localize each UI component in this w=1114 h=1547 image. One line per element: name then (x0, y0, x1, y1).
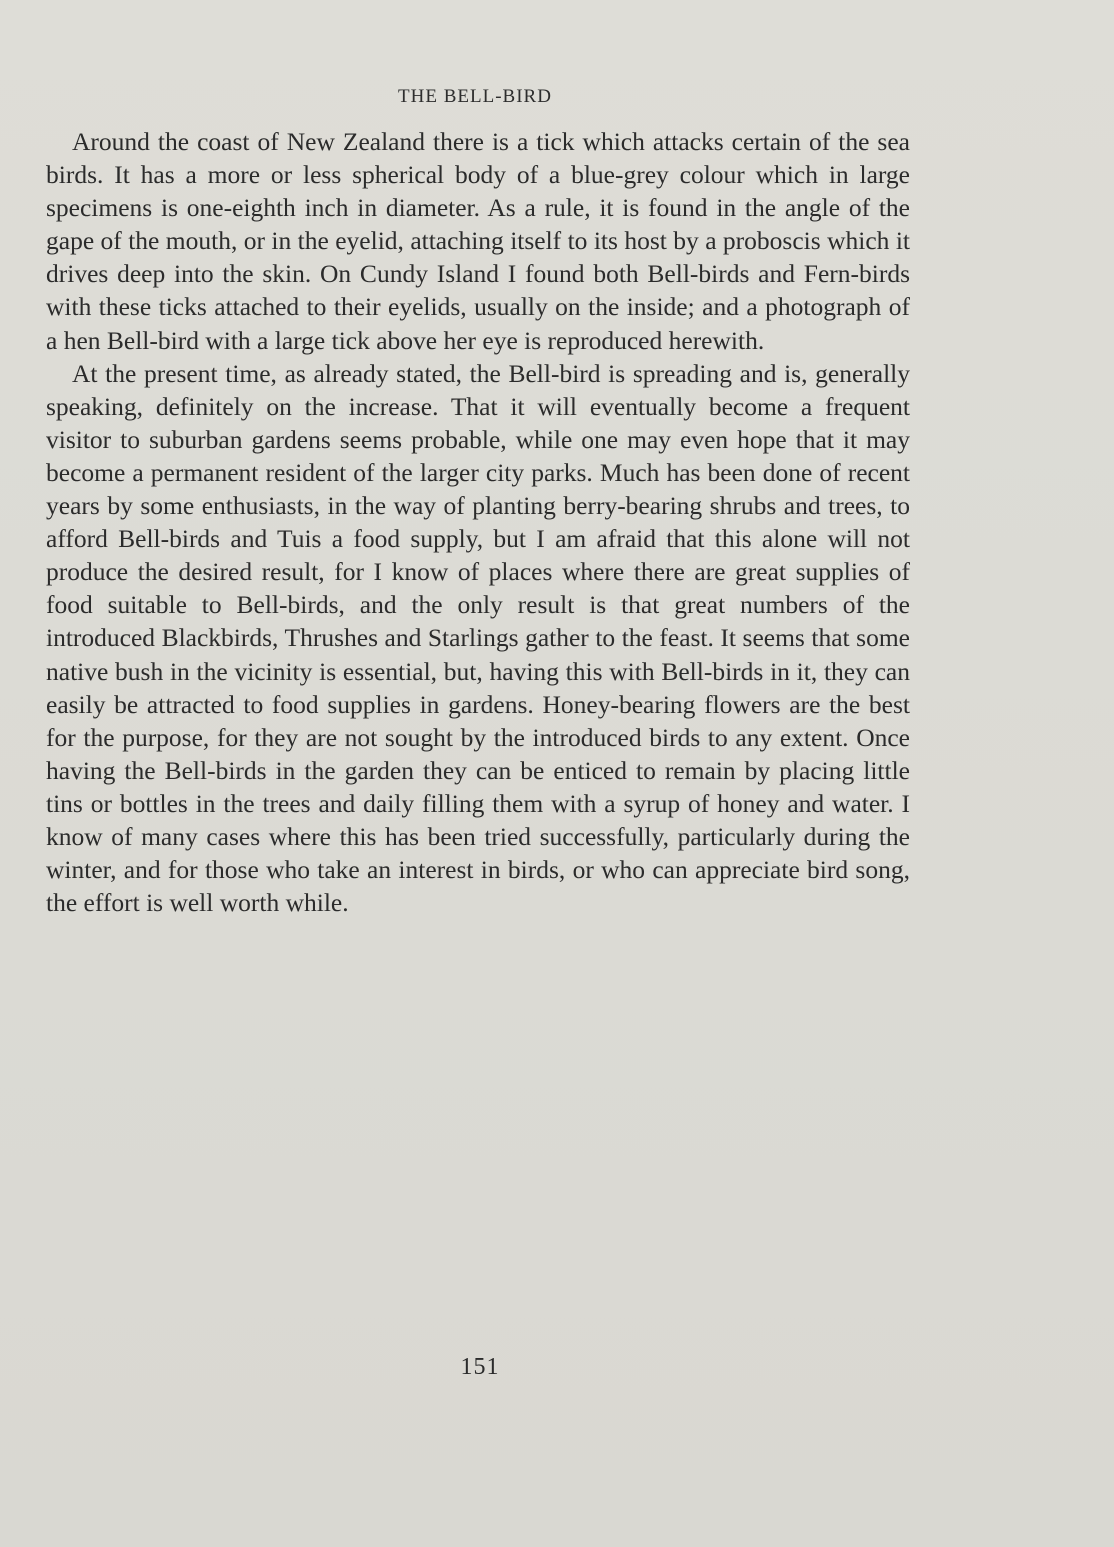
running-head: THE BELL-BIRD (398, 86, 552, 107)
body-text (46, 125, 910, 919)
page-number: 151 (460, 1354, 500, 1380)
paragraph: At the present time, as already stated, the Bell-bird is spreading and is, generally speaking, definitely on the increase. That it will eventually become a frequent visitor to suburban gardens seems probable, while one may even hope that it may become a permanent resident of the larger city parks. Much has been done of recent years by some enthusiasts, in the way of planting berry-bearing shrubs and trees, to afford Bell-birds and Tuis a food supply, but I am afraid that this alone will not produce the desired result, for I know of places where there are great supplies of food suitable to Bell-birds, and the only result is that great numbers of the introduced Blackbirds, Thrushes and Starlings gather to the feast. It seems that some native bush in the vicinity is essential, but, having this with Bell-birds in it, they can easily be attracted to food supplies in gardens. Honey-bearing flowers are the best for the purpose, for they are not sought by the introduced birds to any extent. Once having the Bell-birds in the garden they can be enticed to remain by placing little tins or bottles in the trees and daily filling them with a syrup of honey and water. I know of many cases where this has been tried successfully, particularly during the winter, and for those who take an interest in birds, or who can appreciate bird song, the effort is well worth while. (46, 358, 910, 918)
paragraph: Around the coast of New Zealand there is a tick which attacks certain of the sea birds. It has a more or less spherical body of a blue-grey colour which in large specimens is one-eighth inch in diameter. As a rule, it is found in the angle of the gape of the mouth, or in the eyelid, attaching itself to its host by a proboscis which it drives deep into the skin. On Cundy Island I found both Bell-birds and Fern-birds with these ticks attached to their eyelids, usually on the inside; and a photograph of a hen Bell-bird with a large tick above her eye is reproduced herewith. (46, 127, 910, 355)
